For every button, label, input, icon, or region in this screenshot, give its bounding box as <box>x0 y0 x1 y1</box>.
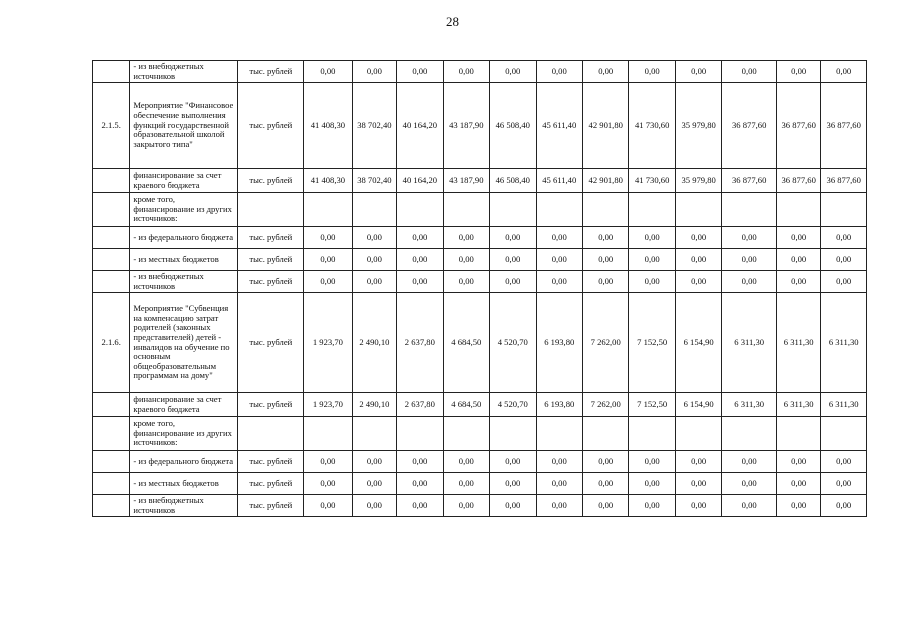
value-cell <box>490 193 536 227</box>
value-cell: 46 508,40 <box>490 83 536 169</box>
value-cell: 41 730,60 <box>629 83 675 169</box>
value-cell: 0,00 <box>629 473 675 495</box>
value-cell: 6 193,80 <box>536 393 582 417</box>
value-cell: 0,00 <box>629 271 675 293</box>
unit-cell <box>238 193 304 227</box>
unit-cell: тыс. рублей <box>238 451 304 473</box>
value-cell: 4 684,50 <box>443 293 489 393</box>
value-cell: 0,00 <box>582 473 628 495</box>
item-code-cell <box>93 271 130 293</box>
value-cell: 0,00 <box>629 249 675 271</box>
value-cell: 0,00 <box>582 61 628 83</box>
table-row <box>93 83 867 169</box>
item-code-cell <box>93 227 130 249</box>
value-cell: 0,00 <box>675 249 721 271</box>
value-cell: 6 193,80 <box>536 293 582 393</box>
item-name-cell: Мероприятие "Субвенция на компенсацию затрат родителей (законных представителей) детей - инвалидов на обучение по основным общеобразовательным программам на дому" <box>130 293 238 393</box>
value-cell: 35 979,80 <box>675 83 721 169</box>
value-cell: 0,00 <box>490 473 536 495</box>
value-cell <box>443 193 489 227</box>
value-cell: 36 877,60 <box>821 169 867 193</box>
value-cell: 4 520,70 <box>490 393 536 417</box>
value-cell: 4 520,70 <box>490 293 536 393</box>
value-cell <box>443 417 489 451</box>
value-cell: 46 508,40 <box>490 169 536 193</box>
value-cell: 2 637,80 <box>397 293 443 393</box>
table-row <box>93 271 867 293</box>
value-cell: 0,00 <box>443 249 489 271</box>
item-code-cell <box>93 61 130 83</box>
value-cell: 0,00 <box>582 227 628 249</box>
unit-cell: тыс. рублей <box>238 495 304 517</box>
value-cell: 0,00 <box>776 473 820 495</box>
value-cell: 0,00 <box>304 451 353 473</box>
value-cell: 0,00 <box>722 271 777 293</box>
value-cell: 2 637,80 <box>397 393 443 417</box>
value-cell: 0,00 <box>722 61 777 83</box>
table-row <box>93 473 867 495</box>
value-cell: 2 490,10 <box>352 393 396 417</box>
value-cell: 0,00 <box>397 473 443 495</box>
value-cell: 0,00 <box>536 249 582 271</box>
value-cell: 0,00 <box>352 249 396 271</box>
value-cell: 0,00 <box>722 249 777 271</box>
value-cell: 6 311,30 <box>722 293 777 393</box>
value-cell: 0,00 <box>304 473 353 495</box>
page-number: 28 <box>446 14 459 29</box>
unit-cell: тыс. рублей <box>238 169 304 193</box>
value-cell: 0,00 <box>821 271 867 293</box>
item-name-cell: - из внебюджетных источников <box>130 495 238 517</box>
value-cell: 42 901,80 <box>582 169 628 193</box>
value-cell <box>304 193 353 227</box>
unit-cell: тыс. рублей <box>238 249 304 271</box>
value-cell <box>821 417 867 451</box>
value-cell <box>675 417 721 451</box>
value-cell: 0,00 <box>675 61 721 83</box>
value-cell: 0,00 <box>629 495 675 517</box>
item-name-cell: кроме того, финансирование из других источников: <box>130 417 238 451</box>
value-cell: 0,00 <box>397 451 443 473</box>
table-row <box>93 393 867 417</box>
value-cell: 0,00 <box>397 227 443 249</box>
value-cell: 0,00 <box>443 451 489 473</box>
table-row <box>93 169 867 193</box>
item-code-cell <box>93 193 130 227</box>
budget-table-body <box>93 61 867 517</box>
value-cell: 0,00 <box>304 271 353 293</box>
value-cell: 36 877,60 <box>722 83 777 169</box>
value-cell: 0,00 <box>304 249 353 271</box>
value-cell: 0,00 <box>352 271 396 293</box>
value-cell: 6 311,30 <box>821 393 867 417</box>
item-name-cell: - из местных бюджетов <box>130 473 238 495</box>
value-cell: 0,00 <box>821 61 867 83</box>
value-cell <box>776 417 820 451</box>
value-cell: 0,00 <box>304 227 353 249</box>
value-cell: 0,00 <box>490 61 536 83</box>
value-cell: 0,00 <box>536 227 582 249</box>
value-cell: 36 877,60 <box>722 169 777 193</box>
value-cell: 6 311,30 <box>776 293 820 393</box>
value-cell <box>352 417 396 451</box>
value-cell: 0,00 <box>776 271 820 293</box>
value-cell: 0,00 <box>629 451 675 473</box>
value-cell: 0,00 <box>443 271 489 293</box>
table-row <box>93 293 867 393</box>
table-row <box>93 451 867 473</box>
value-cell: 0,00 <box>536 271 582 293</box>
value-cell: 7 152,50 <box>629 393 675 417</box>
value-cell: 0,00 <box>821 227 867 249</box>
unit-cell: тыс. рублей <box>238 227 304 249</box>
value-cell: 0,00 <box>722 473 777 495</box>
value-cell <box>397 417 443 451</box>
value-cell: 36 877,60 <box>776 169 820 193</box>
value-cell: 0,00 <box>304 495 353 517</box>
value-cell: 0,00 <box>821 473 867 495</box>
value-cell: 0,00 <box>675 227 721 249</box>
value-cell: 0,00 <box>675 271 721 293</box>
item-name-cell: - из внебюджетных источников <box>130 271 238 293</box>
item-name-cell: финансирование за счет краевого бюджета <box>130 169 238 193</box>
table-row <box>93 249 867 271</box>
value-cell: 38 702,40 <box>352 169 396 193</box>
value-cell: 0,00 <box>352 473 396 495</box>
value-cell <box>722 417 777 451</box>
value-cell <box>776 193 820 227</box>
table-row <box>93 417 867 451</box>
value-cell: 45 611,40 <box>536 83 582 169</box>
value-cell: 0,00 <box>722 495 777 517</box>
value-cell: 0,00 <box>821 249 867 271</box>
value-cell: 42 901,80 <box>582 83 628 169</box>
value-cell: 6 154,90 <box>675 293 721 393</box>
item-code-cell <box>93 249 130 271</box>
value-cell <box>821 193 867 227</box>
value-cell: 0,00 <box>397 271 443 293</box>
value-cell: 0,00 <box>776 249 820 271</box>
value-cell: 43 187,90 <box>443 169 489 193</box>
item-code-cell: 2.1.6. <box>93 293 130 393</box>
value-cell: 0,00 <box>536 473 582 495</box>
value-cell <box>629 417 675 451</box>
value-cell: 0,00 <box>443 61 489 83</box>
value-cell: 7 262,00 <box>582 393 628 417</box>
value-cell: 35 979,80 <box>675 169 721 193</box>
value-cell <box>536 193 582 227</box>
unit-cell: тыс. рублей <box>238 271 304 293</box>
value-cell: 0,00 <box>397 61 443 83</box>
item-name-cell: - из федерального бюджета <box>130 227 238 249</box>
value-cell: 0,00 <box>490 227 536 249</box>
table-row <box>93 227 867 249</box>
item-code-cell <box>93 495 130 517</box>
item-name-cell: кроме того, финансирование из других источников: <box>130 193 238 227</box>
value-cell: 40 164,20 <box>397 169 443 193</box>
unit-cell: тыс. рублей <box>238 83 304 169</box>
unit-cell: тыс. рублей <box>238 393 304 417</box>
value-cell: 38 702,40 <box>352 83 396 169</box>
value-cell: 0,00 <box>675 473 721 495</box>
value-cell: 6 311,30 <box>776 393 820 417</box>
item-name-cell: Мероприятие "Финансовое обеспечение выполнения функций государственной образовательной школой закрытого типа" <box>130 83 238 169</box>
value-cell: 41 408,30 <box>304 83 353 169</box>
value-cell: 0,00 <box>675 451 721 473</box>
item-code-cell <box>93 417 130 451</box>
value-cell <box>352 193 396 227</box>
value-cell: 1 923,70 <box>304 393 353 417</box>
table-row <box>93 61 867 83</box>
table-row <box>93 193 867 227</box>
value-cell: 0,00 <box>776 495 820 517</box>
value-cell: 0,00 <box>776 61 820 83</box>
value-cell: 0,00 <box>536 495 582 517</box>
value-cell: 0,00 <box>536 451 582 473</box>
value-cell: 0,00 <box>675 495 721 517</box>
value-cell: 0,00 <box>490 249 536 271</box>
value-cell <box>629 193 675 227</box>
value-cell: 0,00 <box>443 227 489 249</box>
item-code-cell <box>93 393 130 417</box>
unit-cell <box>238 417 304 451</box>
value-cell: 0,00 <box>397 495 443 517</box>
value-cell: 7 262,00 <box>582 293 628 393</box>
value-cell: 0,00 <box>490 451 536 473</box>
value-cell <box>675 193 721 227</box>
value-cell <box>582 417 628 451</box>
value-cell: 0,00 <box>352 227 396 249</box>
unit-cell: тыс. рублей <box>238 473 304 495</box>
value-cell <box>397 193 443 227</box>
value-cell: 0,00 <box>582 271 628 293</box>
value-cell: 2 490,10 <box>352 293 396 393</box>
value-cell: 43 187,90 <box>443 83 489 169</box>
value-cell: 0,00 <box>629 227 675 249</box>
value-cell: 0,00 <box>776 451 820 473</box>
value-cell: 6 154,90 <box>675 393 721 417</box>
value-cell: 0,00 <box>722 227 777 249</box>
value-cell: 45 611,40 <box>536 169 582 193</box>
value-cell: 0,00 <box>490 271 536 293</box>
value-cell: 0,00 <box>352 495 396 517</box>
value-cell: 1 923,70 <box>304 293 353 393</box>
value-cell: 6 311,30 <box>821 293 867 393</box>
value-cell: 36 877,60 <box>776 83 820 169</box>
item-name-cell: - из внебюджетных источников <box>130 61 238 83</box>
value-cell: 40 164,20 <box>397 83 443 169</box>
value-cell: 0,00 <box>304 61 353 83</box>
item-name-cell: финансирование за счет краевого бюджета <box>130 393 238 417</box>
value-cell: 0,00 <box>629 61 675 83</box>
value-cell: 0,00 <box>722 451 777 473</box>
item-code-cell <box>93 473 130 495</box>
item-code-cell <box>93 169 130 193</box>
value-cell: 0,00 <box>352 451 396 473</box>
unit-cell: тыс. рублей <box>238 293 304 393</box>
value-cell: 0,00 <box>582 451 628 473</box>
value-cell <box>536 417 582 451</box>
value-cell: 0,00 <box>776 227 820 249</box>
value-cell: 41 730,60 <box>629 169 675 193</box>
value-cell <box>490 417 536 451</box>
item-code-cell <box>93 451 130 473</box>
value-cell: 7 152,50 <box>629 293 675 393</box>
value-cell: 41 408,30 <box>304 169 353 193</box>
value-cell: 0,00 <box>352 61 396 83</box>
value-cell: 0,00 <box>582 249 628 271</box>
item-name-cell: - из местных бюджетов <box>130 249 238 271</box>
value-cell: 36 877,60 <box>821 83 867 169</box>
value-cell: 0,00 <box>397 249 443 271</box>
value-cell: 4 684,50 <box>443 393 489 417</box>
value-cell: 0,00 <box>490 495 536 517</box>
item-code-cell: 2.1.5. <box>93 83 130 169</box>
value-cell <box>722 193 777 227</box>
value-cell: 0,00 <box>536 61 582 83</box>
item-name-cell: - из федерального бюджета <box>130 451 238 473</box>
budget-table <box>92 60 867 517</box>
table-row <box>93 495 867 517</box>
value-cell: 0,00 <box>821 495 867 517</box>
value-cell: 0,00 <box>821 451 867 473</box>
value-cell <box>582 193 628 227</box>
value-cell <box>304 417 353 451</box>
unit-cell: тыс. рублей <box>238 61 304 83</box>
value-cell: 0,00 <box>443 495 489 517</box>
value-cell: 0,00 <box>443 473 489 495</box>
value-cell: 0,00 <box>582 495 628 517</box>
value-cell: 6 311,30 <box>722 393 777 417</box>
